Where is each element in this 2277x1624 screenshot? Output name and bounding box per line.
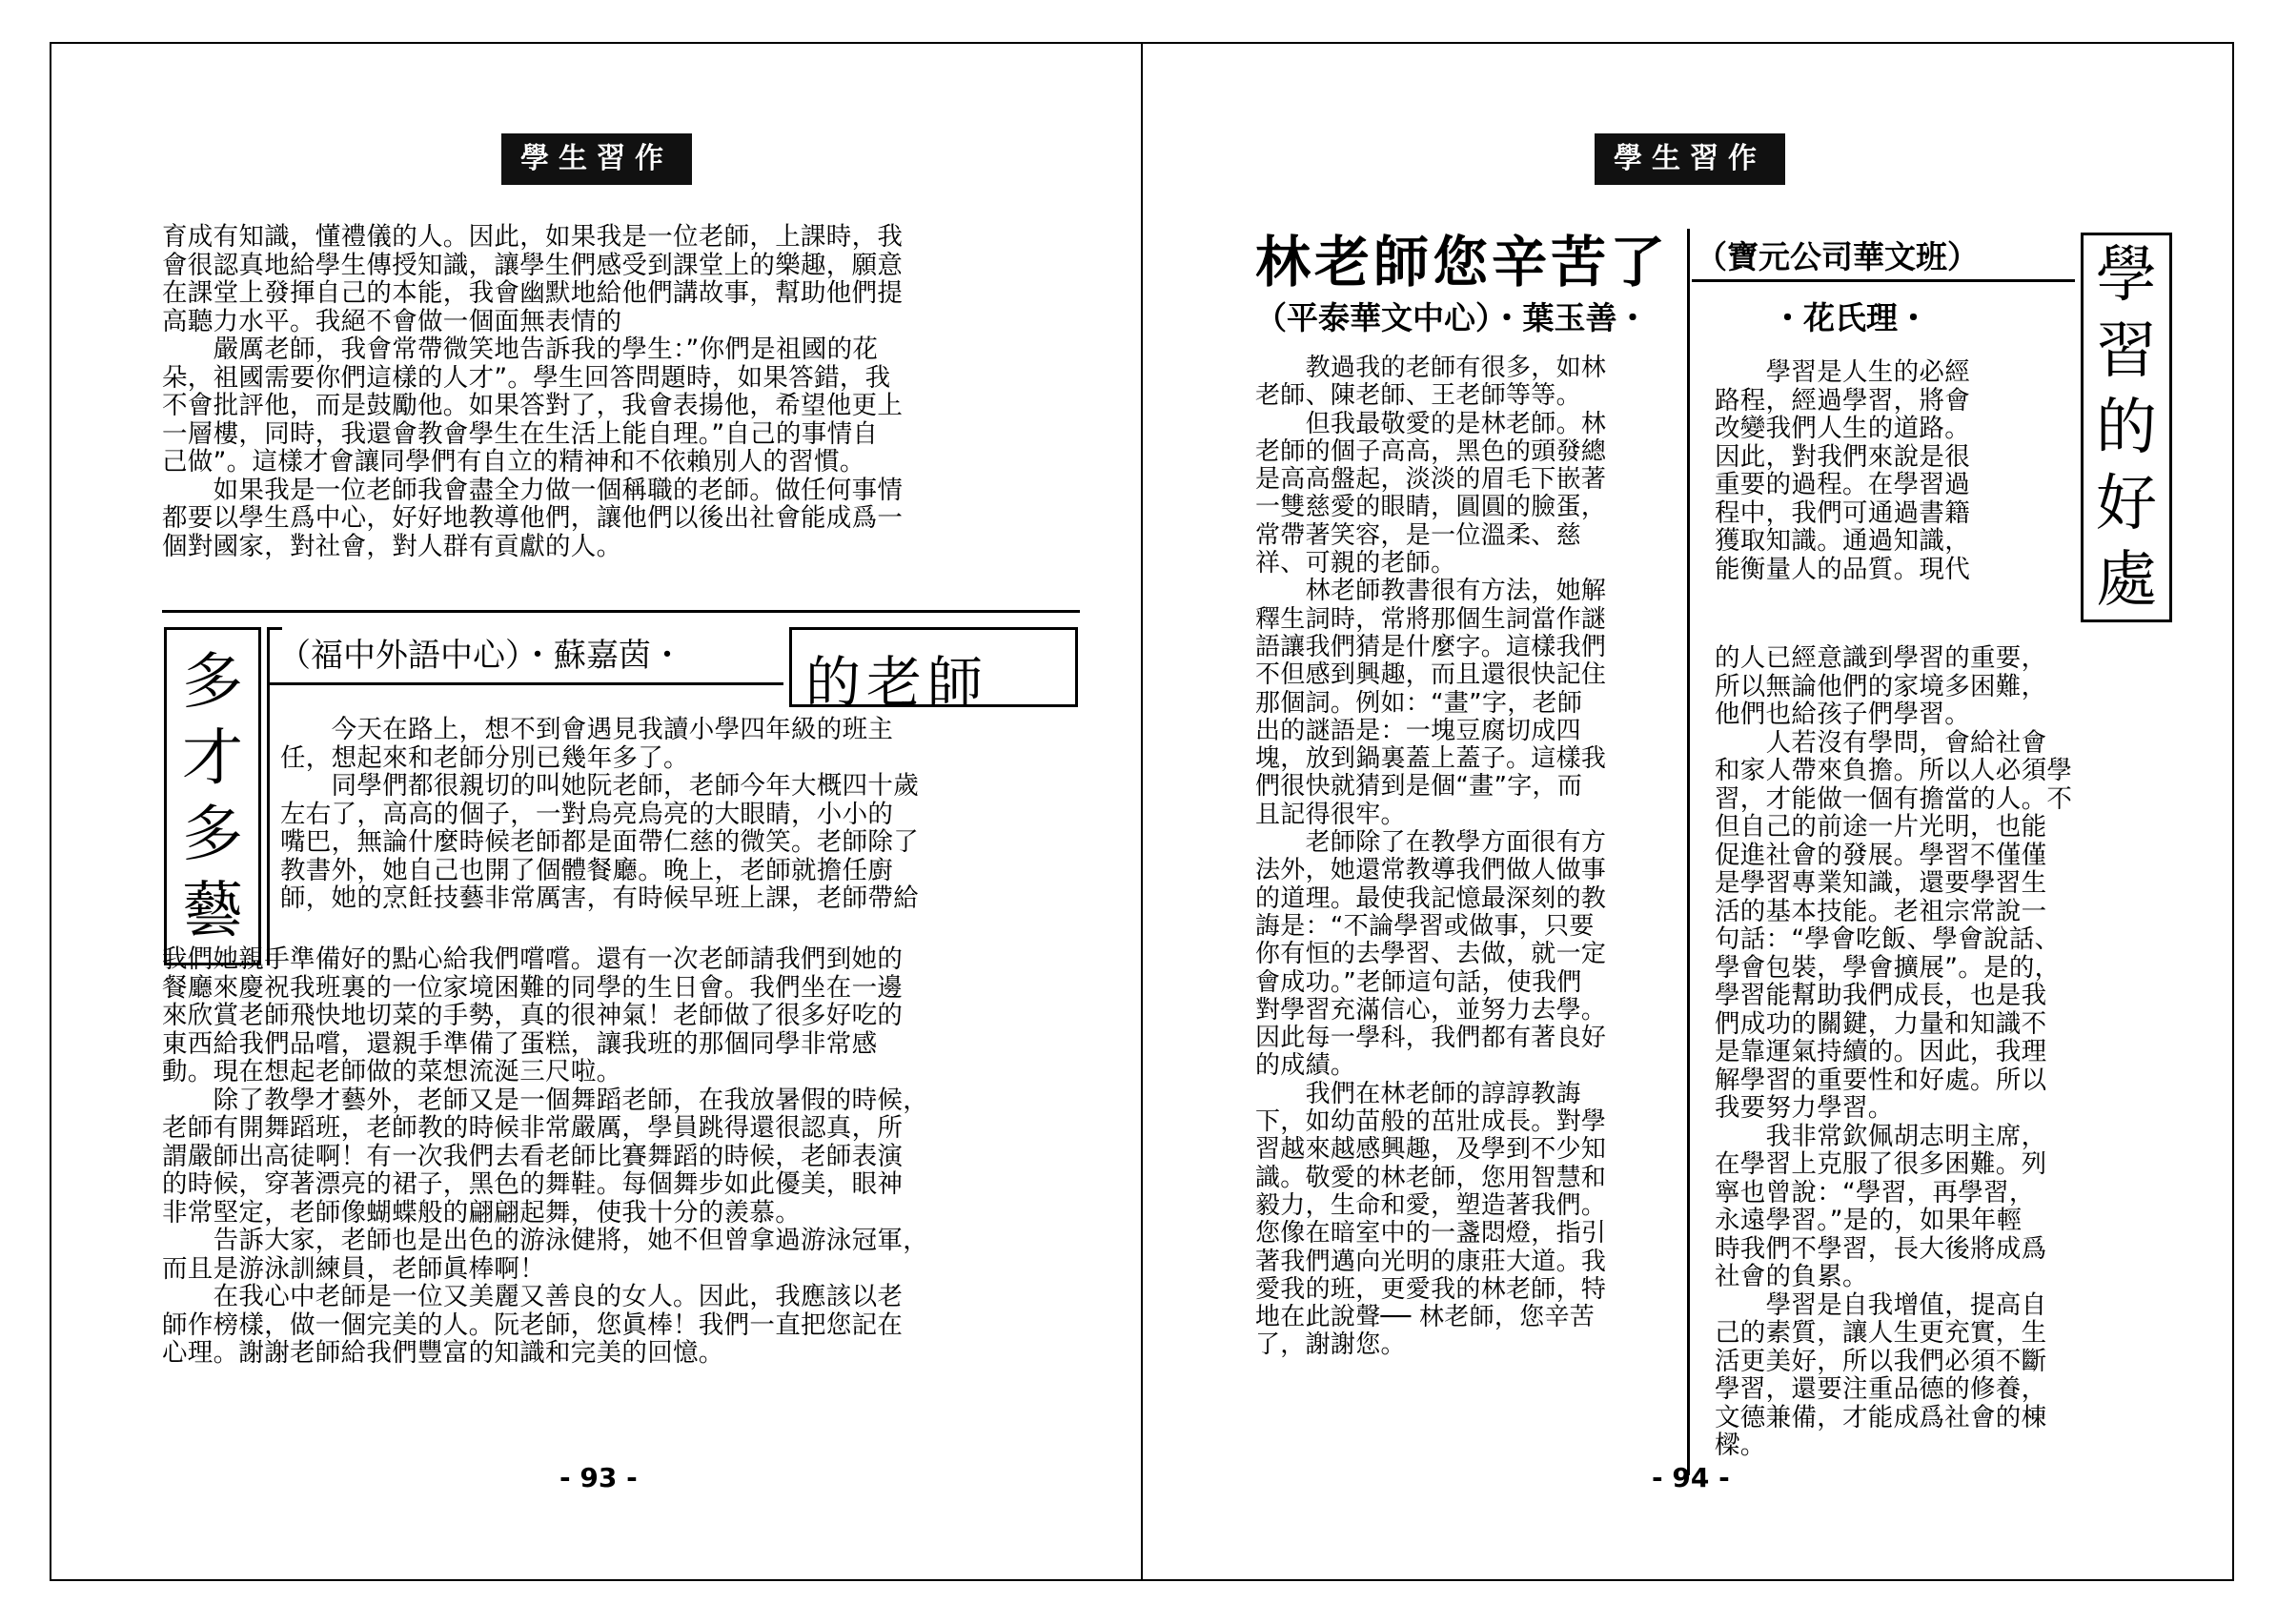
vertical-title-char: 藝: [182, 875, 243, 946]
article2-vertical-title: [2096, 237, 2157, 619]
vertical-title-char: 才: [182, 722, 243, 794]
right-page: [1141, 42, 2234, 1581]
right-section-header: 學生習作: [1595, 133, 1785, 185]
article-title-right-box: [789, 627, 1078, 715]
left-divider-line: [162, 610, 1080, 613]
left-page: [50, 42, 1143, 1581]
author-underline: [269, 682, 783, 685]
article1-body: 教過我的老師有很多，如林 老師、陳老師、王老師等等。 但我最敬愛的是林老師。林 老師的個子高高，黑色的頭發總 是高高盤起，淡淡的眉毛下嵌著 一雙慈愛的眼睛，圓圓的臉蛋， 常帶著笑容，是一位溫柔、慈 祥、可親的老師。 林老師教書很有方法，她解 釋生詞時，常將那個生詞當作謎 語讓我們猜是什麼字。這樣我們 不但感到興趣，而且還很快記住 那個詞。例如：“畫”字，老師 出的謎語是：一塊豆腐切成四 塊，放到鍋裏蓋上蓋子。這樣我 們很快就猜到是個“畫”字，而 且記得很牢。 老師除了在教學方面很有方 法外，她還常教導我們做人做事 的道理。最使我記憶最深刻的教 誨是：“不論學習或做事，只要 你有恒的去學習、去做，就一定 會成功。”老師這句話，使我們 對學習充滿信心，並努力去學。 因此每一學科，我們都有著良好 的成績。 我們在林老師的諄諄教誨 下，如幼苗般的茁壯成長。對學 習越來越感興趣，及學到不少知 識。敬愛的林老師，您用智慧和 毅力，生命和愛，塑造著我們。 您像在暗室中的一盞悶燈，指引 著我們邁向光明的康莊大道。我 愛我的班，更愛我的林老師，特 地在此說聲── 林老師，您辛苦 了，謝謝您。: [1255, 354, 1607, 1360]
article2-vertical-title-box: [2081, 233, 2172, 622]
article2-author-line2: ・花氏理・: [1772, 299, 1929, 336]
left-intro-paragraph: 育成有知識，懂禮儀的人。因此，如果我是一位老師，上課時，我 會很認真地給學生傳授知識，讓學生們感受到課堂上的樂趣，願意 在課堂上發揮自己的本能，我會幽默地給他們講故事，幫助他們提 高聽力水平。我絕不會做一個面無表情的 嚴厲老師，我會常帶微笑地告訴我的學生：”你們是祖國的花 朵，祖國需要你們這樣的人才”。學生回答問題時，如果答錯，我 不會批評他，而是鼓勵他。如果答對了，我會表揚他，希望他更上 一層樓，同時，我還會教會學生在生活上能自理。”自己的事情自 己做”。這樣才會讓同學們有自立的精神和不依賴別人的習慣。 如果我是一位老師我會盡全力做一個稱職的老師。做任何事情 都要以學生爲中心，好好地教導他們，讓他們以後出社會能成爲一 個對國家，對社會，對人群有貢獻的人。: [162, 222, 904, 561]
article-vertical-title-box: [164, 627, 261, 965]
article1-author: （平泰華文中心）・葉玉善・: [1255, 299, 1649, 336]
article-vertical-title: [182, 644, 243, 949]
vertical-title-char: 學: [2096, 239, 2157, 311]
vertical-title-char: 多: [182, 646, 243, 718]
vertical-title-char: 好: [2096, 468, 2157, 539]
page-number-right: - 94 -: [1652, 1462, 1730, 1493]
article2-author-line1: （寶元公司華文班）: [1696, 238, 1979, 275]
page-number-left: - 93 -: [559, 1462, 638, 1493]
article2-author-underline: [1692, 279, 2075, 282]
article1-title: 林老師您辛苦了: [1255, 230, 1670, 294]
article-title-right: 的老師: [805, 650, 989, 715]
left-section-header: 學生習作: [501, 133, 692, 185]
article-author: （福中外語中心）・蘇嘉茵・: [278, 637, 683, 675]
article2-body-bottom: 的人已經意識到學習的重要， 所以無論他們的家境多困難， 他們也給孩子們學習。 人若沒有學問，會給社會 和家人帶來負擔。所以人必須學 習，才能做一個有擔當的人。不 但自己的前途一片光明，也能 促進社會的發展。學習不僅僅 是學習專業知識，還要學習生 活的基本技能。老祖宗常說一 句話：“學會吃飯、學會說話、 學會包裝，學會擴展”。是的， 學習能幫助我們成長，也是我 們成功的關鍵，力量和知識不 是靠運氣持續的。因此，我理 解學習的重要性和好處。所以 我要努力學習。 我非常欽佩胡志明主席， 在學習上克服了很多困難。列 寧也曾說：“學習，再學習， 永遠學習。”是的，如果年輕 時我們不學習，長大後將成爲 社會的負累。 學習是自我增值，提高自 己的素質，讓人生更充實，生 活更美好，所以我們必須不斷 學習，還要注重品德的修養， 文德兼備，才能成爲社會的棟 樑。: [1715, 643, 2073, 1460]
article-body: 我們她親手準備好的點心給我們嚐嚐。還有一次老師請我們到她的 餐廳來慶祝我班裏的一位家境困難的同學的生日會。我們坐在一邊 來欣賞老師飛快地切菜的手勢，真的很神氣！老師做了很多好吃的 東西給我們品嚐，還親手準備了蛋糕，讓我班的那個同學非常感 動。現在想起老師做的菜想流涎三尺啦。 除了教學才藝外，老師又是一個舞蹈老師，在我放暑假的時候， 老師有開舞蹈班，老師教的時候非常嚴厲，學員跳得還很認真，所 謂嚴師出高徒啊！有一次我們去看老師比賽舞蹈的時候，老師表演 的時候，穿著漂亮的裙子，黑色的舞鞋。每個舞步如此優美，眼神 非常堅定，老師像蝴蝶般的翩翩起舞，使我十分的羨慕。 告訴大家，老師也是出色的游泳健將，她不但曾拿過游泳冠軍， 而且是游泳訓練員，老師眞棒啊！ 在我心中老師是一位又美麗又善良的女人。因此，我應該以老 師作榜樣，做一個完美的人。阮老師，您眞棒！我們一直把您記在 心理。謝謝老師給我們豐富的知識和完美的回憶。: [162, 944, 928, 1368]
article-body-indented: 今天在路上，想不到會遇見我讀小學四年級的班主 任，想起來和老師分別已幾年多了。 同學們都很親切的叫她阮老師，老師今年大概四十歲 左右了，高高的個子，一對烏亮烏亮的大眼睛，小小的 嘴巴，無論什麼時候老師都是面帶仁慈的微笑。老師除了 教書外，她自己也開了個體餐廳。晚上，老師就擔任廚 師，她的烹飪技藝非常厲害，有時候早班上課，老師帶給: [280, 715, 919, 913]
vertical-title-char: 的: [2096, 392, 2157, 463]
vertical-title-char: 習: [2096, 315, 2157, 387]
vertical-title-char: 處: [2096, 544, 2157, 616]
column-divider: [1687, 229, 1690, 1475]
title-bracket-line: [267, 627, 270, 965]
vertical-title-char: 多: [182, 799, 243, 870]
article2-body-top: 學習是人生的必經 路程，經過學習，將會 改變我們人生的道路。 因此，對我們來說是很 重要的過程。在學習過 程中，我們可通過書籍 獲取知識。通過知識， 能衡量人的品質。現代: [1715, 357, 1970, 584]
